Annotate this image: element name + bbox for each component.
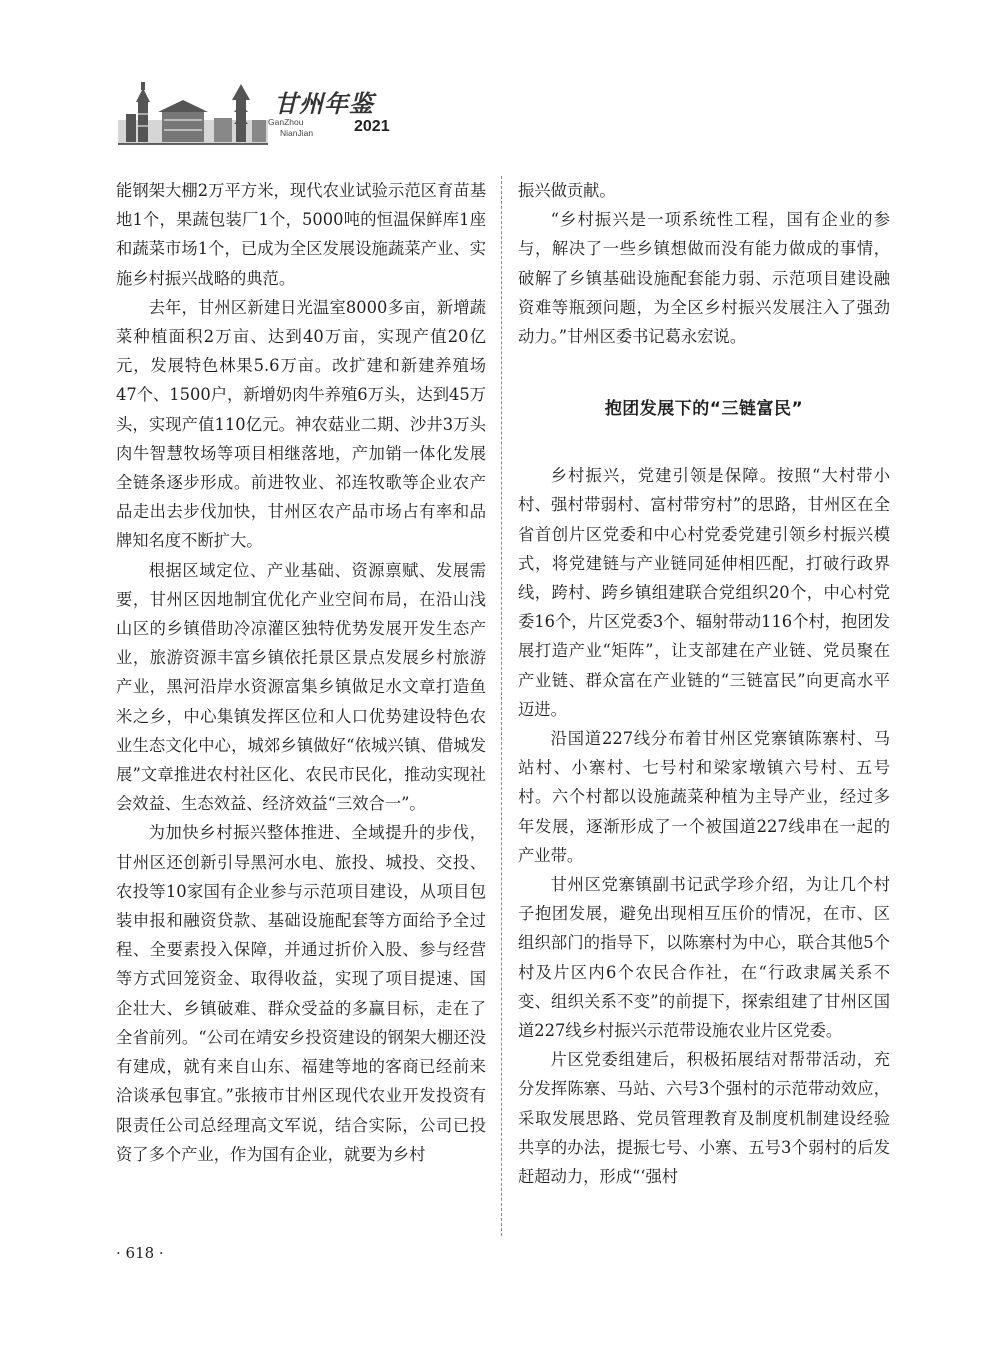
paragraph: 去年，甘州区新建日光温室8000多亩，新增蔬菜种植面积2万亩、达到40万亩，实现产值20亿元，发展特色林果5.6万亩。改扩建和新建养殖场47个、1500户，新增奶肉牛养殖6万头，达到45万头，实现产值110亿元。神农菇业二期、沙井3万头肉牛智慧牧场等项目相继落地，产加销一体化发展全链条逐步形成。前进牧业、祁连牧歌等企业农产品走出去步伐加快，甘州区农产品市场占有率和品牌知名度不断扩大。 (116, 297, 487, 551)
yearbook-brand-title: 甘州年鉴 (274, 89, 374, 118)
section-heading: 抱团发展下的“三链富民” (604, 399, 804, 420)
paragraph: 振兴做贡献。 (518, 181, 616, 200)
paragraph: 片区党委组建后，积极拓展结对帮带活动，充分发挥陈寨、马站、六号3个强村的示范带动效应，采取发展思路、党员管理教育及制度机制建设经验共享的办法，提振七号、小寨、五号3个弱村的后发赶超动力，形成“‘强村 (518, 1050, 890, 1187)
paragraph: 沿国道227线分布着甘州区党寨镇陈寨村、马站村、小寨村、七号村和梁家墩镇六号村、五号村。六个村都以设施蔬菜种植为主导产业，经过多年发展，逐渐形成了一个被国道227线串在一起的产业带。 (518, 729, 890, 865)
paragraph: 为加快乡村振兴整体推进、全域提升的步伐，甘州区还创新引导黑河水电、旅投、城投、交投、农投等10家国有企业参与示范项目建设，从项目包装申报和融资贷款、基础设施配套等方面给予全过程、全要素投入保障，并通过折价入股、参与经营等方式回笼资金、取得收益，实现了项目提速、国企壮大、乡镇破难、群众受益的多赢目标，走在了全省前列。“公司在靖安乡投资建设的钢架大棚还没有建成，就有来自山东、福建等地的客商已经前来洽谈承包事宜。”张掖市甘州区现代农业开发投资有限责任公司总经理高文军说，结合实际，公司已投资了多个产业，作为国有企业，就要为乡村 (116, 823, 486, 1164)
landmark-skyline-illustration (118, 80, 268, 146)
brand-pinyin-line-2: NianJian (280, 128, 314, 138)
paragraph: 根据区域定位、产业基础、资源禀赋、发展需要，甘州区因地制宜优化产业空间布局，在沿山浅山区的乡镇借助冷凉灌区独特优势发展开发生态产业，旅游资源丰富乡镇依托景区景点发展乡村旅游产业，黑河沿岸水资源富集乡镇做足水文章打造鱼米之乡，中心集镇发挥区位和人口优势建设特色农业生态文化中心，城郊乡镇做好“依城兴镇、借城发展”文章推进农村社区化、农民市民化，推动实现社会效益、生态效益、经济效益“三效合一”。 (116, 560, 486, 814)
paragraph: 甘州区党寨镇副书记武学珍介绍，为让几个村子抱团发展，避免出现相互压价的情况，在市、区组织部门的指导下，以陈寨村为中心，联合其他5个村及片区内6个农民合作社，在“行政隶属关系不变、组织关系不变”的前提下，探索组建了甘州区国道227线乡村振兴示范带设施农业片区党委。 (518, 875, 890, 1041)
page-number: · 618 · (116, 1244, 164, 1262)
brand-pinyin-line-1: GanZhou (268, 117, 304, 127)
yearbook-year: 2021 (354, 118, 390, 135)
paragraph: 能钢架大棚2万平方米，现代农业试验示范区育苗基地1个，果蔬包装厂1个，5000吨的恒温保鲜库1座和蔬菜市场1个，已成为全区发展设施蔬菜产业、实施乡村振兴战略的典范。 (116, 181, 486, 288)
column-divider (501, 176, 502, 1236)
right-text-column (518, 176, 890, 1191)
left-text-column (116, 176, 486, 1169)
paragraph: “乡村振兴是一项系统性工程，国有企业的参与，解决了一些乡镇想做而没有能力做成的事情，破解了乡镇基础设施配套能力弱、示范项目建设融资难等瓶颈问题，为全区乡村振兴发展注入了强劲动力。”甘州区委书记葛永宏说。 (518, 210, 890, 347)
paragraph: 乡村振兴，党建引领是保障。按照“大村带小村、强村带弱村、富村带穷村”的思路，甘州区在全省首创片区党委和中心村党委党建引领乡村振兴模式，将党建链与产业链同延伸相匹配，打破行政界线，跨村、跨乡镇组建联合党组织20个，中心村党委16个，片区党委3个、辐射带动116个村，抱团发展打造产业“矩阵”，让支部建在产业链、党员聚在产业链、群众富在产业链的“三链富民”向更高水平迈进。 (518, 466, 890, 719)
page-header (118, 80, 418, 146)
